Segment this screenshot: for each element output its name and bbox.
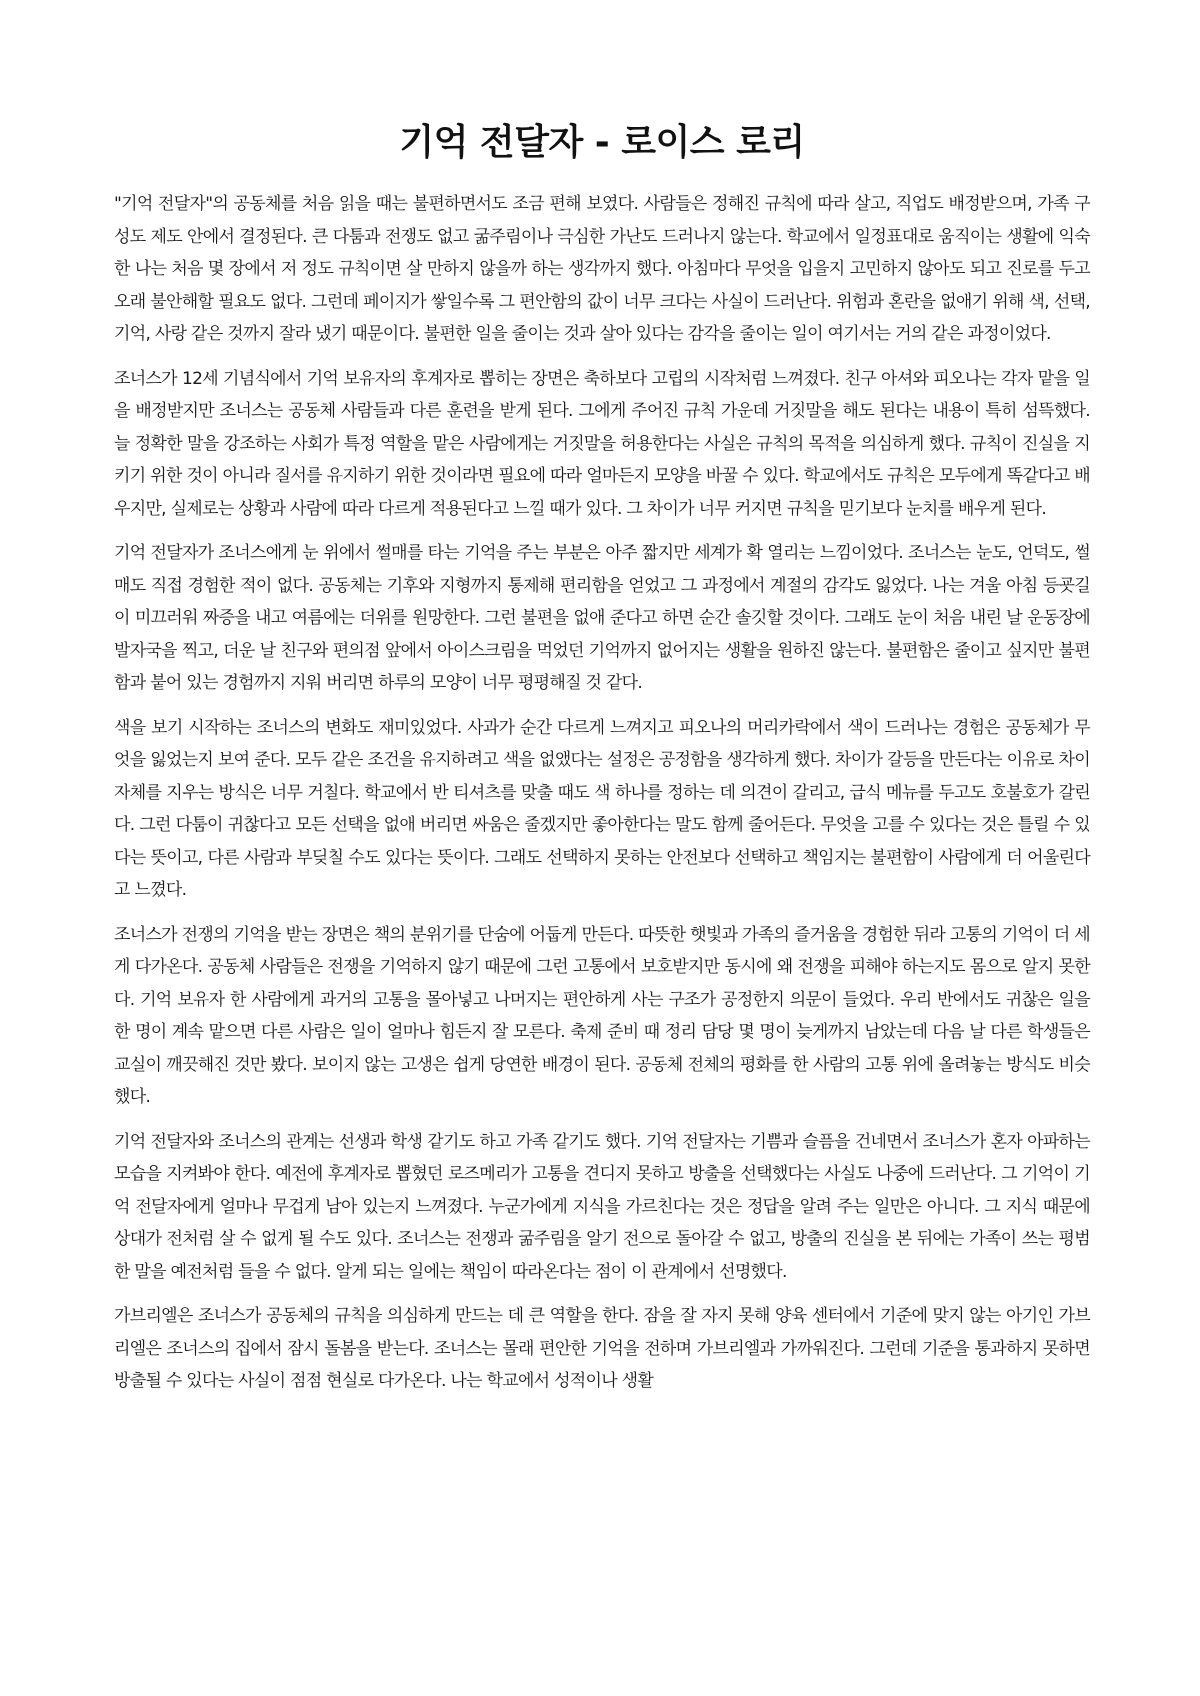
body-paragraph-2: 조너스가 12세 기념식에서 기억 보유자의 후계자로 뽑히는 장면은 축하보다 고립의 시작처럼 느껴졌다. 친구 아셔와 피오나는 각자 맡을 일을 배정받지만 조너스는 공동체 사람들과 다른 훈련을 받게 된다. 그에게 주어진 규칙 가운데 거짓말을 해도 된다는 내용이 특히 섬뜩했다. 늘 정확한 말을 강조하는 사회가 특정 역할을 맡은 사람에게는 거짓말을 허용한다는 사실은 규칙의 목적을 의심하게 했다. 규칙이 진실을 지키기 위한 것이 아니라 질서를 유지하기 위한 것이라면 필요에 따라 얼마든지 모양을 바꿀 수 있다. 학교에서도 규칙은 모두에게 똑같다고 배우지만, 실제로는 상황과 사람에 따라 다르게 적용된다고 느낄 때가 있다. 그 차이가 너무 커지면 규칙을 믿기보다 눈치를 배우게 된다. <box>114 368 1090 519</box>
body-paragraph-7: 가브리엘은 조너스가 공동체의 규칙을 의심하게 만드는 데 큰 역할을 한다. 잠을 잘 자지 못해 양육 센터에서 기준에 맞지 않는 아기인 가브리엘은 조너스의 집에서 잠시 돌봄을 받는다. 조너스는 몰래 편안한 기억을 전하며 가브리엘과 가까워진다. 그런데 기준을 통과하지 못하면 방출될 수 있다는 사실이 점점 현실로 다가온다. 나는 학교에서 성적이나 생활 <box>114 1306 1090 1391</box>
body-paragraph-1: "기억 전달자"의 공동체를 처음 읽을 때는 불편하면서도 조금 편해 보였다. 사람들은 정해진 규칙에 따라 살고, 직업도 배정받으며, 가족 구성도 제도 안에서 결정된다. 큰 다툼과 전쟁도 없고 굶주림이나 극심한 가난도 드러나지 않는다. 학교에서 일정표대로 움직이는 생활에 익숙한 나는 처음 몇 장에서 저 정도 규칙이면 살 만하지 않을까 하는 생각까지 했다. 아침마다 무엇을 입을지 고민하지 않아도 되고 진로를 두고 오래 불안해할 필요도 없다. 그런데 페이지가 쌓일수록 그 편안함의 값이 너무 크다는 사실이 드러난다. 위험과 혼란을 없애기 위해 색, 선택, 기억, 사랑 같은 것까지 잘라 냈기 때문이다. 불편한 일을 줄이는 것과 살아 있다는 감각을 줄이는 일이 여기서는 거의 같은 과정이었다. <box>114 194 1090 344</box>
document-title: 기억 전달자 - 로이스 로리 <box>399 122 805 163</box>
body-paragraph-3: 기억 전달자가 조너스에게 눈 위에서 썰매를 타는 기억을 주는 부분은 아주 짧지만 세계가 확 열리는 느낌이었다. 조너스는 눈도, 언덕도, 썰매도 직접 경험한 적이 없다. 공동체는 기후와 지형까지 통제해 편리함을 얻었고 그 과정에서 계절의 감각도 잃었다. 나는 겨울 아침 등굣길이 미끄러워 짜증을 내고 여름에는 더위를 원망한다. 그런 불편을 없애 준다고 하면 순간 솔깃할 것이다. 그래도 눈이 처음 내린 날 운동장에 발자국을 찍고, 더운 날 친구와 편의점 앞에서 아이스크림을 먹었던 기억까지 없어지는 생활을 원하진 않는다. 불편함은 줄이고 싶지만 불편함과 붙어 있는 경험까지 지워 버리면 하루의 모양이 너무 평평해질 것 같다. <box>114 543 1090 693</box>
document-page <box>114 118 1090 1410</box>
body-paragraph-6: 기억 전달자와 조너스의 관계는 선생과 학생 같기도 하고 가족 같기도 했다. 기억 전달자는 기쁨과 슬픔을 건네면서 조너스가 혼자 아파하는 모습을 지켜봐야 한다. 예전에 후계자로 뽑혔던 로즈메리가 고통을 견디지 못하고 방출을 선택했다는 사실도 나중에 드러난다. 그 기억이 기억 전달자에게 얼마나 무겁게 남아 있는지 느껴졌다. 누군가에게 지식을 가르친다는 것은 정답을 알려 주는 일만은 아니다. 그 지식 때문에 상대가 전처럼 살 수 없게 될 수도 있다. 조너스는 전쟁과 굶주림을 알기 전으로 돌아갈 수 없고, 방출의 진실을 본 뒤에는 가족이 쓰는 평범한 말을 예전처럼 들을 수 없다. 알게 되는 일에는 책임이 따라온다는 점이 이 관계에서 선명했다. <box>114 1131 1090 1282</box>
body-paragraph-4: 색을 보기 시작하는 조너스의 변화도 재미있었다. 사과가 순간 다르게 느껴지고 피오나의 머리카락에서 색이 드러나는 경험은 공동체가 무엇을 잃었는지 보여 준다. 모두 같은 조건을 유지하려고 색을 없앴다는 설정은 공정함을 생각하게 했다. 차이가 갈등을 만든다는 이유로 차이 자체를 지우는 방식은 너무 거칠다. 학교에서 반 티셔츠를 맞출 때도 색 하나를 정하는 데 의견이 갈리고, 급식 메뉴를 두고도 호불호가 갈린다. 그런 다툼이 귀찮다고 모든 선택을 없애 버리면 싸움은 줄겠지만 좋아한다는 말도 함께 줄어든다. 무엇을 고를 수 있다는 것은 틀릴 수 있다는 뜻이고, 다른 사람과 부딪칠 수도 있다는 뜻이다. 그래도 선택하지 못하는 안전보다 선택하고 책임지는 불편함이 사람에게 더 어울린다고 느꼈다. <box>114 717 1090 900</box>
body-paragraph-5: 조너스가 전쟁의 기억을 받는 장면은 책의 분위기를 단숨에 어둡게 만든다. 따뜻한 햇빛과 가족의 즐거움을 경험한 뒤라 고통의 기억이 더 세게 다가온다. 공동체 사람들은 전쟁을 기억하지 않기 때문에 그런 고통에서 보호받지만 동시에 왜 전쟁을 피해야 하는지도 몸으로 알지 못한다. 기억 보유자 한 사람에게 과거의 고통을 몰아넣고 나머지는 편안하게 사는 구조가 공정한지 의문이 들었다. 우리 반에서도 귀찮은 일을 한 명이 계속 맡으면 다른 사람은 일이 얼마나 힘든지 잘 모른다. 축제 준비 때 정리 담당 몇 명이 늦게까지 남았는데 다음 날 다른 학생들은 교실이 깨끗해진 것만 봤다. 보이지 않는 고생은 쉽게 당연한 배경이 된다. 공동체 전체의 평화를 한 사람의 고통 위에 올려놓는 방식도 비슷했다. <box>114 924 1090 1107</box>
